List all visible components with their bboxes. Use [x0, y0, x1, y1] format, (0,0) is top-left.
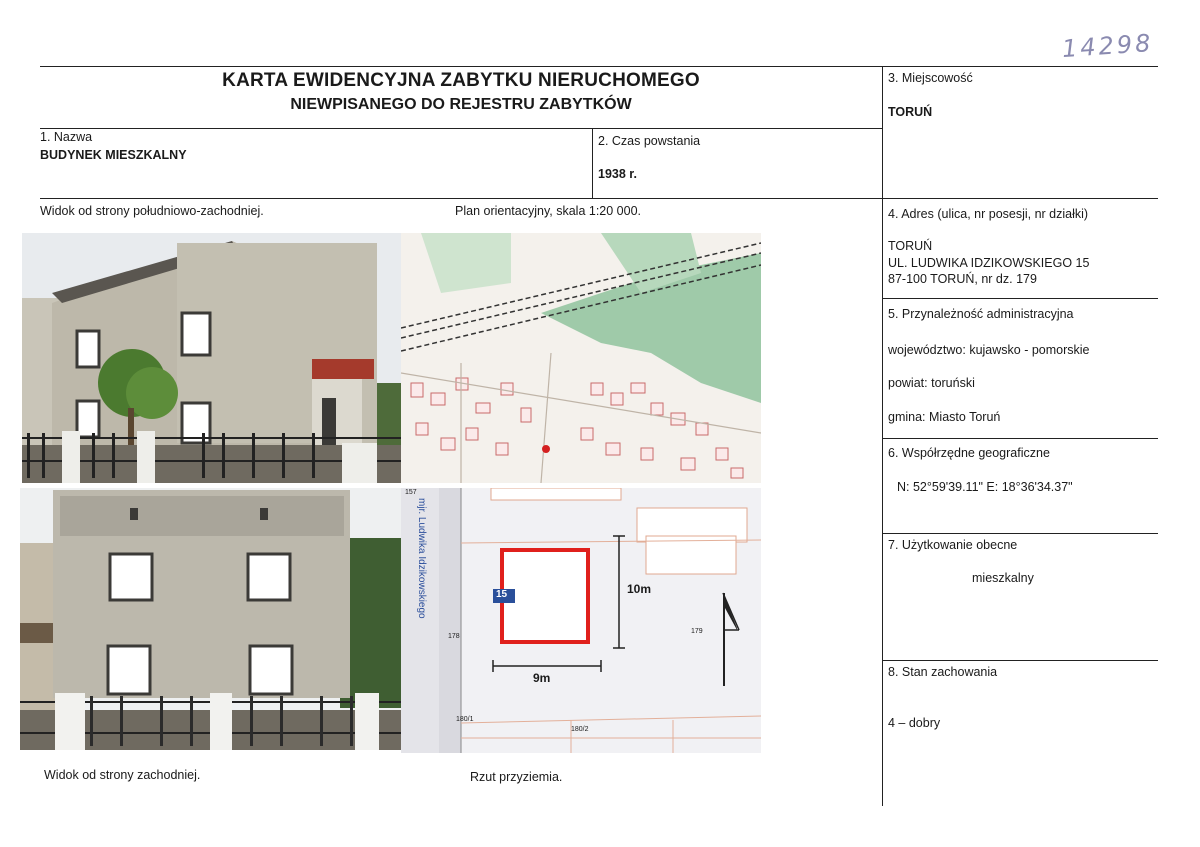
voivodeship-row: [888, 343, 1090, 357]
height-dimension-label: 10m: [627, 582, 652, 596]
commune-row: [888, 410, 1000, 424]
rule-after-coords: [882, 533, 1158, 534]
commune-value: Miasto Toruń: [929, 410, 1001, 424]
caption-view-west: Widok od strony zachodniej.: [44, 768, 201, 782]
caption-floor-plan: Rzut przyziemia.: [470, 770, 563, 784]
photo-southwest-view: [22, 233, 401, 483]
parcel-180-2: 180/2: [571, 726, 589, 733]
locality-value: TORUŃ: [888, 105, 933, 119]
name-value: BUDYNEK MIESZKALNY: [40, 148, 187, 162]
coords-label: 6. Współrzędne geograficzne: [888, 446, 1050, 460]
name-date-divider: [592, 128, 593, 198]
house-number-label: 15: [496, 589, 508, 600]
address-line3: 87-100 TORUŃ, nr dz. 179: [888, 272, 1037, 286]
document-subtitle: NIEWPISANEGO DO REJESTRU ZABYTKÓW: [290, 96, 632, 113]
parcel-179: 179: [691, 628, 703, 635]
locality-label: 3. Miejscowość: [888, 71, 973, 85]
address-label: 4. Adres (ulica, nr posesji, nr działki): [888, 207, 1089, 221]
right-column-divider: [882, 66, 883, 806]
usage-value: mieszkalny: [972, 571, 1034, 585]
coords-value: N: 52°59'39.11" E: 18°36'34.37": [897, 480, 1073, 494]
parcel-157: 157: [405, 489, 417, 496]
address-line2: UL. LUDWIKA IDZIKOWSKIEGO 15: [888, 256, 1090, 270]
fields-bottom-rule: [40, 198, 1158, 199]
document-title: KARTA EWIDENCYJNA ZABYTKU NIERUCHOMEGO: [222, 70, 700, 91]
county-label: powiat:: [888, 376, 928, 390]
floor-plan: [401, 488, 761, 753]
name-label: 1. Nazwa: [40, 130, 93, 144]
admin-label: 5. Przynależność administracyjna: [888, 307, 1074, 321]
document-number: 14298: [1061, 28, 1155, 64]
rule-after-address: [882, 298, 1158, 299]
parcel-178: 178: [448, 633, 460, 640]
date-label: 2. Czas powstania: [598, 134, 701, 148]
rule-after-admin: [882, 438, 1158, 439]
rule-after-usage: [882, 660, 1158, 661]
header-bottom-rule: [40, 128, 882, 129]
usage-label: 7. Użytkowanie obecne: [888, 538, 1018, 552]
condition-label: 8. Stan zachowania: [888, 665, 998, 679]
voivodeship-label: województwo:: [888, 343, 966, 357]
commune-label: gmina:: [888, 410, 926, 424]
caption-view-southwest: Widok od strony południowo-zachodniej.: [40, 204, 264, 218]
county-value: toruński: [931, 376, 975, 390]
orientation-map: [401, 233, 761, 483]
county-row: [888, 376, 975, 390]
width-dimension-label: 9m: [533, 671, 551, 685]
parcel-180-1: 180/1: [456, 716, 474, 723]
date-value: 1938 r.: [598, 167, 637, 181]
street-name-label: mjr. Ludwika Idzikowskiego: [416, 498, 427, 619]
top-border: [40, 66, 1158, 67]
address-line1: TORUŃ: [888, 239, 933, 253]
caption-map: Plan orientacyjny, skala 1:20 000.: [455, 204, 641, 218]
voivodeship-value: kujawsko - pomorskie: [969, 343, 1090, 357]
photo-west-view: [20, 488, 401, 750]
condition-value: 4 – dobry: [888, 716, 941, 730]
